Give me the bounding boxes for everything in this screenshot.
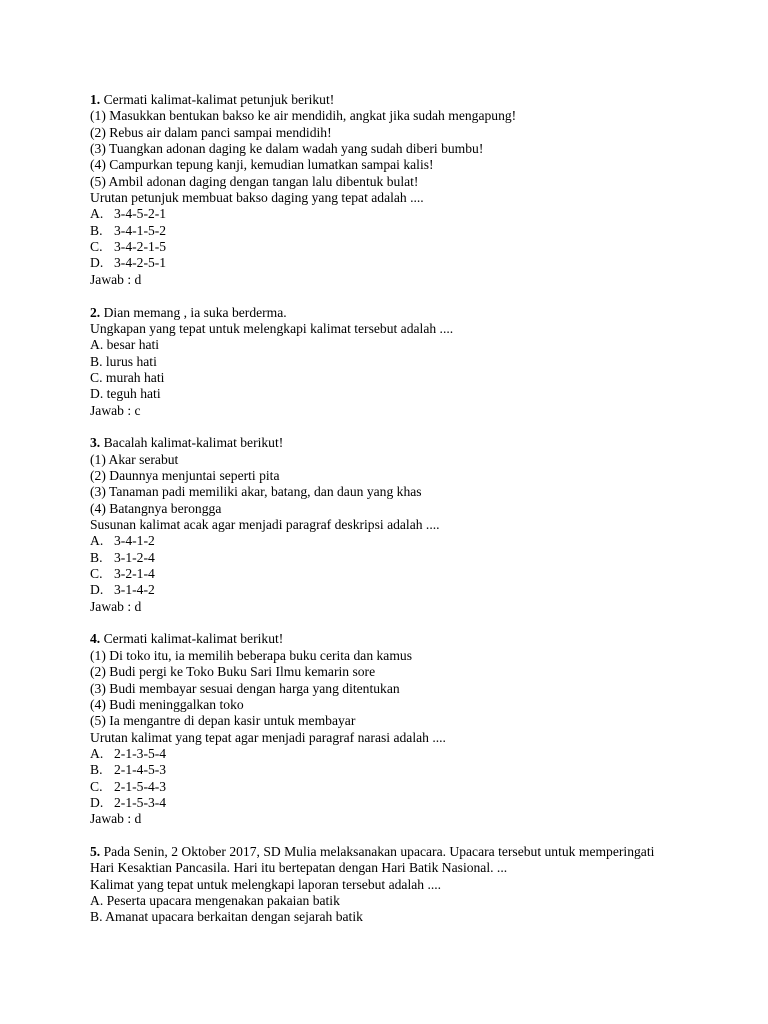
list-item: (1) Di toko itu, ia memilih beberapa buku cerita dan kamus <box>90 647 413 663</box>
option-letter: B. <box>90 222 103 238</box>
option-text: murah hati <box>105 369 165 385</box>
option-b <box>90 550 690 566</box>
question-number: 4. <box>90 631 101 647</box>
answer-key: Jawab : d <box>90 598 142 614</box>
option-letter: D. <box>90 582 104 598</box>
prompt-continuation: Hari Kesaktian Pancasila. Hari itu bertepatan dengan Hari Batik Nasional. ... <box>90 860 508 876</box>
question-prompt <box>90 844 690 860</box>
option-a <box>90 533 690 549</box>
list-item: (1) Masukkan bentukan bakso ke air mendidih, angkat jika sudah mengapung! <box>90 108 517 124</box>
option-letter: C. <box>90 239 103 255</box>
list-item: (4) Campurkan tepung kanji, kemudian lumatkan sampai kalis! <box>90 157 434 173</box>
option-letter: A. <box>90 893 104 909</box>
option-text: 3-4-1-2 <box>114 533 155 549</box>
option-letter: A. <box>90 533 104 549</box>
option-d <box>90 386 690 402</box>
answer-key: Jawab : d <box>90 811 142 827</box>
list-item: (1) Akar serabut <box>90 451 179 467</box>
question-prompt <box>90 631 690 647</box>
option-letter: C. <box>90 778 103 794</box>
question-prompt <box>90 305 690 321</box>
option-text: 3-1-4-2 <box>114 582 155 598</box>
list-item: (3) Budi membayar sesuai dengan harga yang ditentukan <box>90 680 400 696</box>
option-c <box>90 370 690 386</box>
option-text: besar hati <box>106 337 160 353</box>
option-d <box>90 582 690 598</box>
list-item: (3) Tuangkan adonan daging ke dalam wadah yang sudah diberi bumbu! <box>90 141 484 157</box>
prompt-text: Bacalah kalimat-kalimat berikut! <box>103 435 284 451</box>
option-text: Amanat upacara berkaitan dengan sejarah batik <box>105 909 363 925</box>
question-text: Ungkapan yang tepat untuk melengkapi kalimat tersebut adalah .... <box>90 320 454 336</box>
question-text: Susunan kalimat acak agar menjadi paragraf deskripsi adalah .... <box>90 517 440 533</box>
question-number: 5. <box>90 844 101 859</box>
option-text: 3-2-1-4 <box>114 566 155 582</box>
prompt-text: Cermati kalimat-kalimat petunjuk berikut! <box>103 92 335 107</box>
question-5 <box>90 844 690 926</box>
question-text: Kalimat yang tepat untuk melengkapi laporan tersebut adalah .... <box>90 876 442 892</box>
document-page <box>90 92 690 942</box>
option-text: 3-4-2-5-1 <box>114 255 167 271</box>
question-number: 3. <box>90 435 101 451</box>
option-letter: C. <box>90 566 103 582</box>
prompt-text: Dian memang , ia suka berderma. <box>103 304 287 320</box>
list-item: (2) Daunnya menjuntai seperti pita <box>90 468 280 483</box>
question-1 <box>90 92 690 288</box>
option-letter: D. <box>90 255 104 271</box>
list-item: (3) Tanaman padi memiliki akar, batang, dan daun yang khas <box>90 484 422 500</box>
option-text: Peserta upacara mengenakan pakaian batik <box>106 893 340 909</box>
question-prompt <box>90 92 690 108</box>
list-item: (5) Ia mengantre di depan kasir untuk membayar <box>90 713 356 729</box>
question-prompt <box>90 435 690 451</box>
option-text: 3-1-2-4 <box>114 549 155 565</box>
question-4 <box>90 631 690 827</box>
option-text: 3-4-2-1-5 <box>114 239 167 255</box>
option-c <box>90 566 690 582</box>
question-text: Urutan kalimat yang tepat agar menjadi paragraf narasi adalah .... <box>90 729 446 745</box>
option-c <box>90 239 690 255</box>
question-number: 2. <box>90 304 101 320</box>
option-text: 3-4-5-2-1 <box>114 206 167 222</box>
option-b <box>90 354 690 370</box>
list-item: (2) Budi pergi ke Toko Buku Sari Ilmu kemarin sore <box>90 664 376 680</box>
question-2 <box>90 305 690 419</box>
option-letter: D. <box>90 386 104 402</box>
list-item: (2) Rebus air dalam panci sampai mendidih! <box>90 124 332 140</box>
list-item: (4) Budi meninggalkan toko <box>90 696 244 712</box>
option-text: 2-1-3-5-4 <box>114 745 167 761</box>
option-b <box>90 909 690 925</box>
question-text: Urutan petunjuk membuat bakso daging yang tepat adalah .... <box>90 190 424 206</box>
list-item: (5) Ambil adonan daging dengan tangan lalu dibentuk bulat! <box>90 173 419 189</box>
option-b <box>90 223 690 239</box>
question-3 <box>90 435 690 615</box>
answer-key: Jawab : c <box>90 402 141 418</box>
option-letter: A. <box>90 745 104 761</box>
option-text: lurus hati <box>105 353 157 369</box>
option-c <box>90 779 690 795</box>
option-letter: B. <box>90 353 103 369</box>
option-text: teguh hati <box>106 386 161 402</box>
option-d <box>90 795 690 811</box>
option-a <box>90 206 690 222</box>
option-letter: B. <box>90 549 103 565</box>
option-letter: A. <box>90 206 104 222</box>
option-b <box>90 762 690 778</box>
answer-key: Jawab : d <box>90 271 142 287</box>
question-number: 1. <box>90 92 101 107</box>
option-text: 2-1-5-4-3 <box>114 778 167 794</box>
option-text: 2-1-4-5-3 <box>114 762 167 778</box>
option-text: 2-1-5-3-4 <box>114 794 167 810</box>
option-d <box>90 255 690 271</box>
option-a <box>90 893 690 909</box>
list-item: (4) Batangnya berongga <box>90 500 222 516</box>
option-letter: B. <box>90 909 103 925</box>
option-letter: B. <box>90 762 103 778</box>
option-a <box>90 746 690 762</box>
option-a <box>90 337 690 353</box>
option-text: 3-4-1-5-2 <box>114 222 167 238</box>
option-letter: D. <box>90 794 104 810</box>
option-letter: C. <box>90 369 103 385</box>
prompt-text: Pada Senin, 2 Oktober 2017, SD Mulia melaksanakan upacara. Upacara tersebut untuk memperingati <box>103 844 655 859</box>
option-letter: A. <box>90 337 104 353</box>
prompt-text: Cermati kalimat-kalimat berikut! <box>103 631 284 647</box>
